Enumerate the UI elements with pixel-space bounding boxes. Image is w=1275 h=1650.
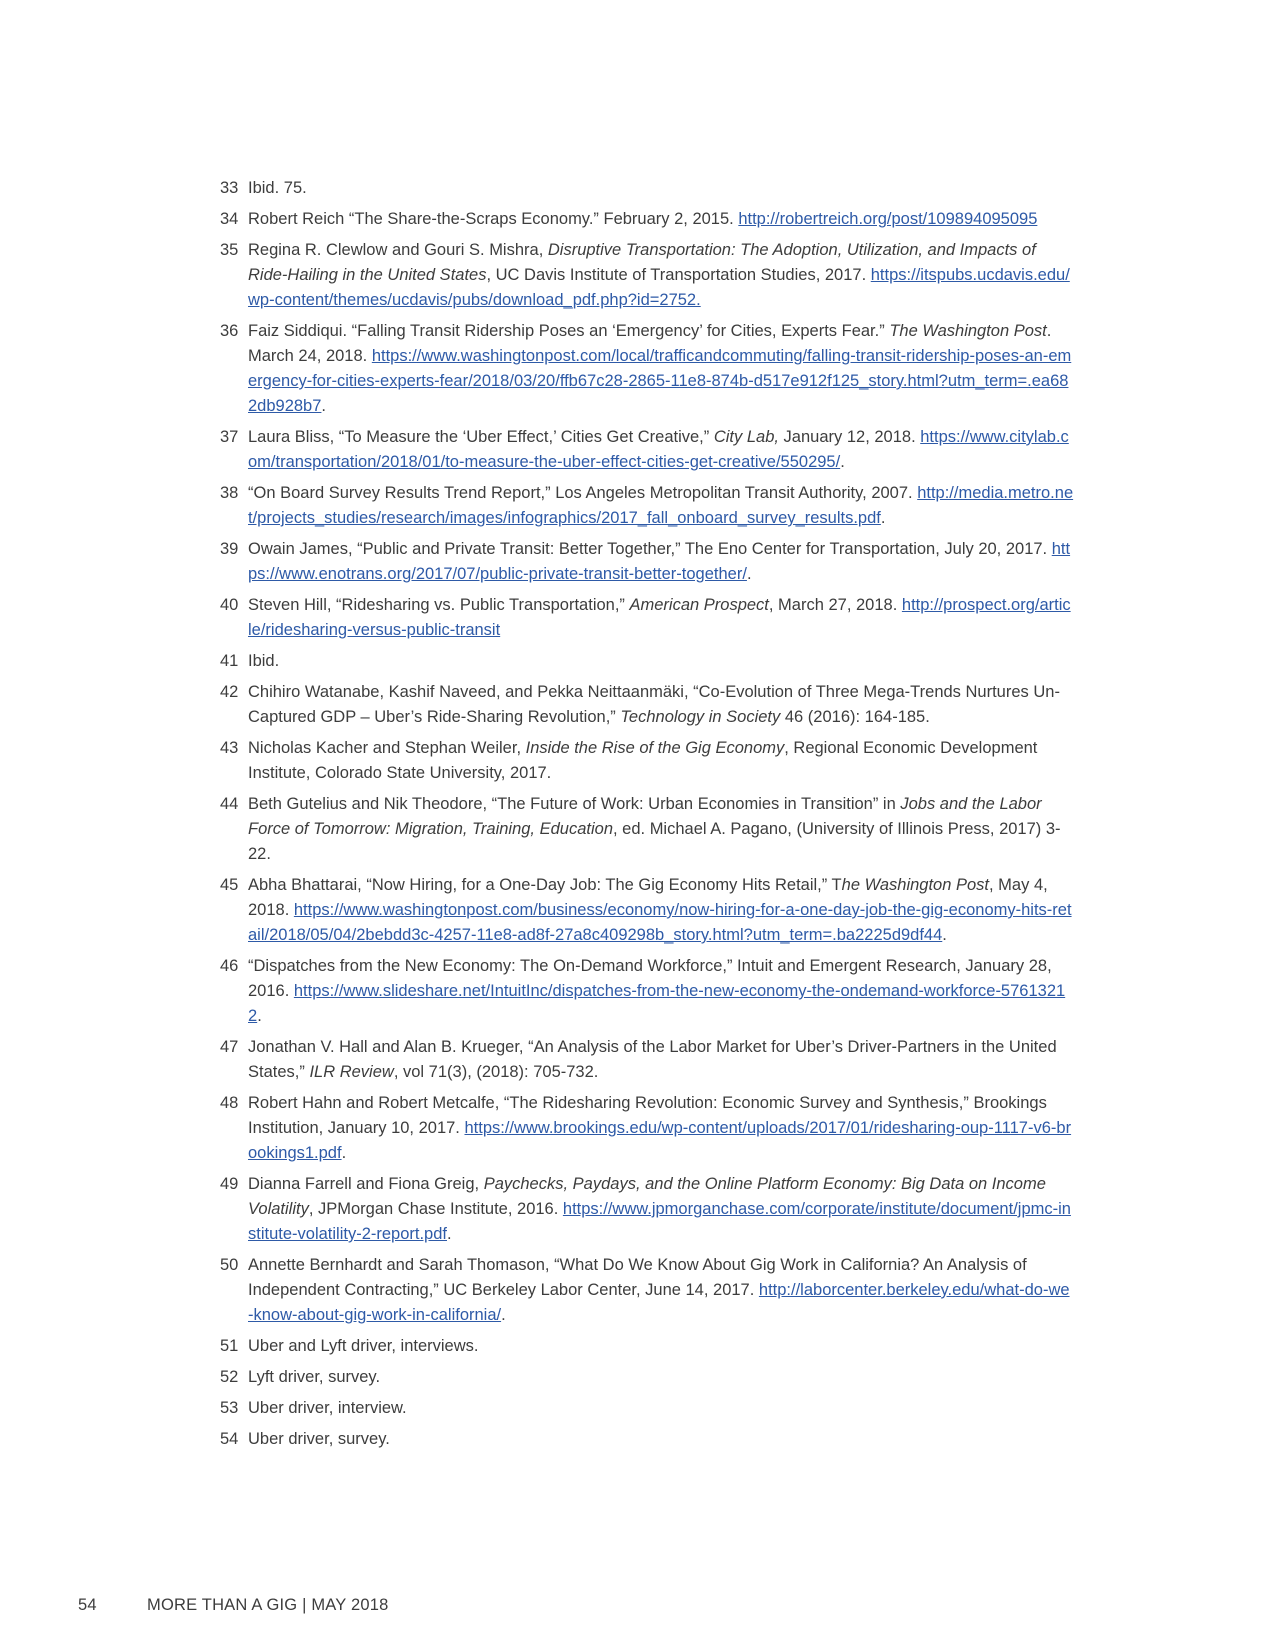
citation-text: . [880,509,886,527]
endnote-number: 42 [220,683,239,701]
citation-title: Paychecks, Paydays, and the Online Platform Economy: Big Data on Income Volatility [248,1175,1046,1218]
endnote-item [214,680,1074,730]
endnote-item [214,649,1074,674]
citation-text: . [746,565,752,583]
citation-title: he Washington Post [841,876,990,894]
endnote-number: 37 [220,428,239,446]
endnote-item [214,481,1074,531]
citation-title: The Washington Post [889,322,1047,340]
citation-text: Ibid. [248,652,280,670]
endnote-number: 41 [220,652,239,670]
endnote-text [248,876,1072,944]
endnote-number: 43 [220,739,239,757]
citation-title: Jobs and the Labor Force of Tomorrow: Migration, Training, Education [248,795,1042,838]
citation-text: Abha Bhattarai, “Now Hiring, for a One-Day Job: The Gig Economy Hits Retail,” T [248,876,842,894]
endnote-item [214,792,1074,867]
citation-link[interactable]: https://www.citylab.com/transportation/2018/01/to-measure-the-uber-effect-cities-get-creative/550295/ [248,428,1069,471]
endnote-number: 51 [220,1337,239,1355]
endnote-text [248,540,1070,583]
citation-link[interactable]: https://www.enotrans.org/2017/07/public-private-transit-better-together/ [248,540,1071,583]
citation-text: . [501,1306,506,1324]
citation-text: . March 24, 2018. [248,322,1052,365]
citation-text: Uber and Lyft driver, interviews. [248,1337,479,1355]
endnote-item [214,1035,1074,1085]
citation-link[interactable]: https://www.jpmorganchase.com/corporate/institute/document/jpmc-institute-volatility-2-report.pdf [248,1200,1071,1243]
citation-text: Dianna Farrell and Fiona Greig, [248,1175,484,1193]
endnote-text [248,1256,1070,1324]
citation-text: Laura Bliss, “To Measure the ‘Uber Effect,’ Cities Get Creative,” [248,428,714,446]
endnote-item [214,736,1074,786]
citation-text: Lyft driver, survey. [248,1368,381,1386]
endnote-text [248,210,1037,228]
citation-text: Beth Gutelius and Nik Theodore, “The Future of Work: Urban Economies in Transition” in [248,795,901,813]
citation-text: January 12, 2018. [778,428,921,446]
citation-text: “On Board Survey Results Trend Report,” Los Angeles Metropolitan Transit Authority, 2007. [248,484,918,502]
endnote-text [248,1368,380,1386]
citation-link[interactable]: https://www.washingtonpost.com/business/economy/now-hiring-for-a-one-day-job-the-gig-economy-hits-retail/2018/05/04/2bebdd3c-4257-11e8-ad8f-27a8c409298b_story.html?utm_term=.ba2225d9df44 [248,901,1072,944]
endnote-text [248,1337,478,1355]
citation-title: Technology in Society [620,708,781,726]
citation-text: Faiz Siddiqui. “Falling Transit Ridership Poses an ‘Emergency’ for Cities, Experts Fear.” [248,322,890,340]
page-number: 54 [78,1596,97,1614]
citation-text: . [447,1225,452,1243]
endnote-text [248,957,1065,1025]
endnote-number: 39 [220,540,239,558]
citation-text: 46 (2016): 164-185. [780,708,930,726]
endnote-item [214,1253,1074,1328]
endnote-text [248,1094,1071,1162]
citation-link[interactable]: http://laborcenter.berkeley.edu/what-do-we-know-about-gig-work-in-california/ [248,1281,1070,1324]
endnote-number: 38 [220,484,239,502]
endnote-number: 34 [220,210,239,228]
endnote-item [214,319,1074,419]
publication-title: MORE THAN A GIG | MAY 2018 [147,1596,389,1614]
endnote-text [248,683,1060,726]
endnote-item [214,1427,1074,1452]
citation-text: Robert Reich “The Share-the-Scraps Economy.” February 2, 2015. [248,210,739,228]
citation-text: Annette Bernhardt and Sarah Thomason, “What Do We Know About Gig Work in California? An Analysis of Independent Contracting,” UC Berkeley Labor Center, June 14, 2017. [248,1256,1027,1299]
endnote-number: 53 [220,1399,239,1417]
citation-text: Robert Hahn and Robert Metcalfe, “The Ridesharing Revolution: Economic Survey and Synthesis,” Brookings Institution, January 10, 2017. [248,1094,1047,1137]
endnotes-list [214,176,1074,1458]
citation-text: Chihiro Watanabe, Kashif Naveed, and Pekka Neittaanmäki, “Co-Evolution of Three Mega-Trends Nurtures Un-Captured GDP – Uber’s Ride-Sharing Revolution,” [248,683,1060,726]
endnote-number: 35 [220,241,239,259]
endnote-text [248,241,1070,309]
citation-text: . [840,453,845,471]
endnote-item [214,1091,1074,1166]
citation-link[interactable]: https://www.slideshare.net/IntuitInc/dispatches-from-the-new-economy-the-ondemand-workforce-57613212 [248,982,1066,1025]
endnote-number: 52 [220,1368,239,1386]
endnote-number: 50 [220,1256,239,1274]
endnote-item [214,176,1074,201]
citation-text: Steven Hill, “Ridesharing vs. Public Transportation,” [248,596,630,614]
endnote-item [214,1365,1074,1390]
endnote-number: 36 [220,322,239,340]
citation-text: . [341,1144,347,1162]
citation-title: American Prospect [629,596,769,614]
endnote-item [214,537,1074,587]
endnote-item [214,238,1074,313]
endnote-number: 33 [220,179,239,197]
endnote-text [248,484,1073,527]
endnote-text [248,652,279,670]
endnote-text [248,596,1071,639]
citation-link[interactable]: https://www.brookings.edu/wp-content/uploads/2017/01/ridesharing-oup-1117-v6-brookings1.pdf [248,1119,1072,1162]
endnote-item [214,1172,1074,1247]
citation-link[interactable]: https://www.washingtonpost.com/local/trafficandcommuting/falling-transit-ridership-poses-an-emergency-for-cities-experts-fear/2018/03/20/ffb67c28-2865-11e8-874b-d517e912f125_story.html?utm_term=.ea682db928b7 [248,347,1072,415]
endnote-item [214,593,1074,643]
citation-link[interactable]: https://itspubs.ucdavis.edu/wp-content/themes/ucdavis/pubs/download_pdf.php?id=2752. [248,266,1070,309]
citation-link[interactable]: http://media.metro.net/projects_studies/research/images/infographics/2017_fall_onboard_survey_results.pdf [248,484,1074,527]
endnote-item [214,1396,1074,1421]
endnote-number: 49 [220,1175,239,1193]
endnote-item [214,425,1074,475]
citation-title: ILR Review [309,1063,394,1081]
endnote-number: 44 [220,795,239,813]
endnote-text [248,739,1037,782]
citation-link[interactable]: http://robertreich.org/post/109894095095 [738,210,1038,228]
citation-link[interactable]: http://prospect.org/article/ridesharing-versus-public-transit [248,596,1071,639]
endnote-text [248,1430,390,1448]
citation-text: Uber driver, interview. [248,1399,407,1417]
citation-text: , JPMorgan Chase Institute, 2016. [308,1200,563,1218]
endnote-number: 48 [220,1094,239,1112]
endnote-text [248,1038,1057,1081]
endnote-text [248,1399,407,1417]
citation-text: Jonathan V. Hall and Alan B. Krueger, “An Analysis of the Labor Market for Uber’s Driver-Partners in the United States,” [248,1038,1057,1081]
endnote-text [248,179,307,197]
citation-text: Nicholas Kacher and Stephan Weiler, [248,739,526,757]
citation-text: Regina R. Clewlow and Gouri S. Mishra, [248,241,548,259]
endnote-text [248,1175,1071,1243]
endnote-item [214,1334,1074,1359]
citation-text: . [257,1007,262,1025]
endnote-number: 40 [220,596,239,614]
citation-text: . [321,397,327,415]
citation-text: Uber driver, survey. [248,1430,390,1448]
endnote-item [214,873,1074,948]
citation-text: , May 4, 2018. [248,876,1048,919]
endnote-number: 54 [220,1430,239,1448]
citation-text: , March 27, 2018. [768,596,902,614]
citation-text: Owain James, “Public and Private Transit: Better Together,” The Eno Center for Transportation, July 20, 2017. [248,540,1052,558]
endnote-item [214,954,1074,1029]
citation-title: City Lab, [713,428,779,446]
citation-text: “Dispatches from the New Economy: The On-Demand Workforce,” Intuit and Emergent Research, January 28, 2016. [248,957,1052,1000]
endnote-text [248,795,1061,863]
citation-text: , UC Davis Institute of Transportation Studies, 2017. [486,266,871,284]
citation-text: . [942,926,947,944]
endnote-number: 45 [220,876,239,894]
citation-text: , vol 71(3), (2018): 705-732. [393,1063,599,1081]
endnote-text [248,322,1071,415]
endnote-number: 47 [220,1038,239,1056]
citation-text: Ibid. 75. [248,179,307,197]
endnote-item [214,207,1074,232]
endnote-text [248,428,1069,471]
citation-text: , ed. Michael A. Pagano, (University of Illinois Press, 2017) 3-22. [248,820,1061,863]
endnote-number: 46 [220,957,239,975]
citation-title: Inside the Rise of the Gig Economy [525,739,785,757]
citation-text: , Regional Economic Development Institute, Colorado State University, 2017. [248,739,1038,782]
citation-title: Disruptive Transportation: The Adoption, Utilization, and Impacts of Ride-Hailing in the United States [248,241,1036,284]
